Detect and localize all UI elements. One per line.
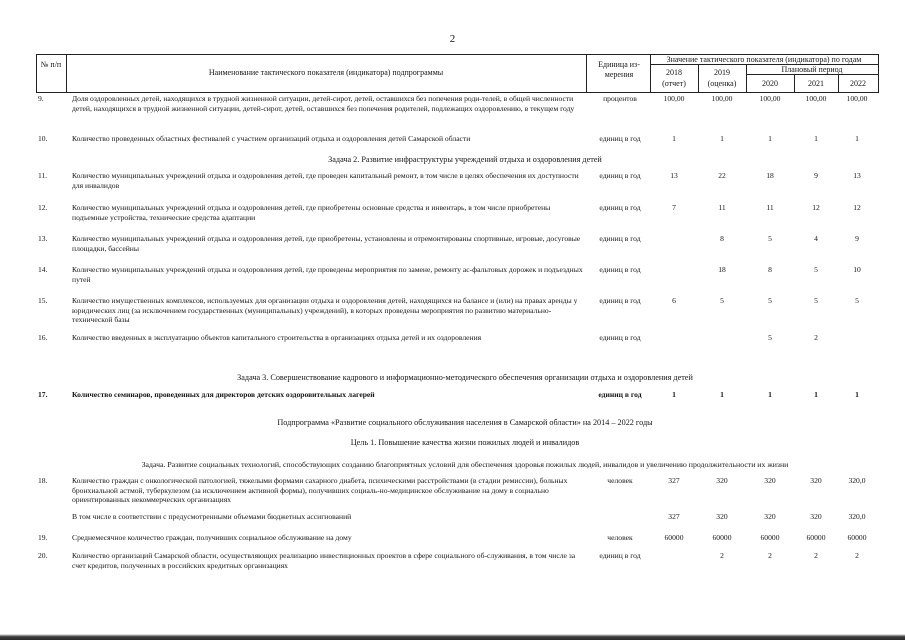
- header-year-2019: 2019: [714, 68, 730, 77]
- indicator-unit: человек: [607, 533, 633, 542]
- value-2020: 1: [768, 390, 772, 399]
- value-2020: 8: [768, 265, 772, 274]
- value-2018: 60000: [664, 533, 684, 542]
- value-2019: 5: [720, 296, 724, 305]
- value-2021: 12: [812, 203, 820, 212]
- header-unit: Единица из-мерения: [598, 60, 640, 79]
- value-2021: 1: [814, 134, 818, 143]
- value-2021: 2: [814, 551, 818, 560]
- value-2018: 327: [668, 512, 680, 521]
- indicator-name: Количество семинаров, проведенных для директоров детских оздоровительных лагерей: [72, 390, 375, 399]
- indicator-name: Количество введенных в эксплуатацию объектов капитального строительства в организациях отдыха детей и их оздоровления: [72, 333, 482, 342]
- indicator-unit: единиц в год: [599, 551, 641, 560]
- indicator-name: Количество организаций Самарской области, осуществляющих реализацию инвестиционных проектов в сфере социального об-служивания, в том числе за счет кредитов, полученных в российских кредитных организациях: [72, 551, 576, 570]
- row-number: 18.: [38, 476, 48, 485]
- row-number: 16.: [38, 333, 48, 342]
- section-task-3: Задача 3. Совершенствование кадрового и информационно-методического обеспечения организации отдыха и оздоровления детей: [237, 373, 693, 382]
- value-2020: 100,00: [759, 94, 781, 103]
- section-task-social: Задача. Развитие социальных технологий, способствующих созданию благоприятных условий для обеспечения здоровья пожилых людей, инвалидов и увеличению продолжительности их жизни: [141, 460, 789, 469]
- section-goal-1: Цель 1. Повышение качества жизни пожилых людей и инвалидов: [350, 438, 580, 447]
- value-2022: 320,0: [848, 476, 866, 485]
- value-2020: 60000: [760, 533, 780, 542]
- indicator-name: Количество имущественных комплексов, используемых для организации отдыха и оздоровления детей, находящихся на балансе и (или) на правах аренды у юридических лиц (за исключением государственных (муниципальных) учреждений), в которых проведены мероприятия по развитию материально-технической базы: [72, 296, 578, 324]
- value-2022: 12: [853, 203, 861, 212]
- indicator-name: Количество муниципальных учреждений отдыха и оздоровления детей, где проведены мероприятия по замене, ремонту ас-фальтовых дорожек и подъездных путей: [72, 265, 583, 284]
- header-year-2020: 2020: [762, 79, 778, 88]
- page-number: 2: [449, 33, 456, 45]
- row-number: 11.: [38, 171, 48, 180]
- value-2019: 100,00: [711, 94, 733, 103]
- row-number: 10.: [38, 134, 48, 143]
- value-2021: 5: [814, 265, 818, 274]
- value-2019: 11: [718, 203, 726, 212]
- row-number: 12.: [38, 203, 48, 212]
- indicator-unit: единиц в год: [599, 296, 641, 305]
- value-2021: 5: [814, 296, 818, 305]
- value-2020: 11: [766, 203, 774, 212]
- row-number: 17.: [38, 390, 48, 399]
- value-2022: 60000: [847, 533, 867, 542]
- value-2019: 18: [718, 265, 726, 274]
- value-2019: 2: [720, 551, 724, 560]
- header-divider-name: [586, 54, 587, 93]
- value-2020: 5: [768, 234, 772, 243]
- value-2019: 320: [716, 476, 728, 485]
- header-num: № п/п: [40, 60, 62, 69]
- value-2019: 8: [720, 234, 724, 243]
- value-2021: 4: [814, 234, 818, 243]
- row-number: 9.: [38, 94, 44, 103]
- header-note-2018: (отчет): [662, 79, 686, 88]
- value-2020: 5: [768, 333, 772, 342]
- value-2021: 9: [814, 171, 818, 180]
- header-year-2018: 2018: [666, 68, 682, 77]
- value-2022: 1: [855, 390, 859, 399]
- indicator-name: Доля оздоровленных детей, находящихся в трудной жизненной ситуации, детей-сирот, детей, оставшихся без попечения роди-телей, в общей численности детей, находящихся в трудной жизненной ситуации, детей-сирот, детей, оставшихся без попечения родителей, подлежащих оздоровлению, в текущем году: [72, 94, 575, 113]
- value-2022: 10: [853, 265, 861, 274]
- value-2020: 5: [768, 296, 772, 305]
- value-2020: 2: [768, 551, 772, 560]
- value-2019: 320: [716, 512, 728, 521]
- indicator-name: Количество муниципальных учреждений отдыха и оздоровления детей, где проведен капитальный ремонт, в том числе в целях обеспечения их доступности для инвалидов: [72, 171, 579, 190]
- section-task-2: Задача 2. Развитие инфраструктуры учреждений отдыха и оздоровления детей: [328, 155, 602, 164]
- header-plan-period: Плановый период: [781, 65, 843, 74]
- indicator-unit: процентов: [603, 94, 637, 103]
- header-note-2019: (оценка): [707, 79, 737, 88]
- value-2020: 18: [766, 171, 774, 180]
- indicator-unit: единиц в год: [599, 171, 641, 180]
- indicator-name: Количество проведенных областных фестивалей с участием организаций отдыха и оздоровления детей Самарской области: [72, 134, 471, 143]
- header-name: Наименование тактического показателя (индикатора) подпрограммы: [208, 68, 444, 77]
- value-2019: 60000: [712, 533, 732, 542]
- value-2022: 2: [855, 551, 859, 560]
- indicator-name: Количество муниципальных учреждений отдыха и оздоровления детей, где приобретены основные средства и инвентарь, в том числе приобретены подъемные устройства, технические средства адаптации: [72, 203, 551, 222]
- value-2021: 100,00: [805, 94, 827, 103]
- header-year-2022: 2022: [850, 79, 866, 88]
- row-number: 14.: [38, 265, 48, 274]
- header-border-right: [878, 54, 879, 93]
- value-2021: 1: [814, 390, 818, 399]
- value-2022: 1: [855, 134, 859, 143]
- value-2019: 22: [718, 171, 726, 180]
- scan-edge: [0, 634, 905, 640]
- value-2022: 9: [855, 234, 859, 243]
- indicator-unit: единиц в год: [599, 234, 641, 243]
- value-2021: 2: [814, 333, 818, 342]
- value-2021: 60000: [806, 533, 826, 542]
- indicator-unit: человек: [607, 476, 633, 485]
- indicator-name: Количество граждан с онкологической патологией, тяжелыми формами сахарного диабета, психическими расстройствами (в стадии ремиссии), больных бронхиальной астмой, туберкулезом (за исключением активной формы), получивших социаль-но-медицинское обслуживание на дому в социально ориентированных некоммерческих организациях: [72, 476, 568, 504]
- row-number: 19.: [38, 533, 48, 542]
- row-number: 13.: [38, 234, 48, 243]
- indicator-unit: единиц в год: [599, 203, 641, 212]
- value-2022: 100,00: [846, 94, 868, 103]
- value-2018: 100,00: [663, 94, 685, 103]
- value-2020: 320: [764, 512, 776, 521]
- row-number: 20.: [38, 551, 48, 560]
- value-2018: 13: [670, 171, 678, 180]
- header-values: Значение тактического показателя (индикатора) по годам: [666, 55, 862, 64]
- value-2021: 320: [810, 476, 822, 485]
- value-2019: 1: [720, 390, 724, 399]
- value-2018: 6: [672, 296, 676, 305]
- indicator-name: Количество муниципальных учреждений отдыха и оздоровления детей, где приобретены, установлены и отремонтированы спортивные, игровые, досуговые площадки, бассейны: [72, 234, 581, 253]
- value-2018: 1: [672, 390, 676, 399]
- indicator-unit: единиц в год: [599, 333, 641, 342]
- header-year-2021: 2021: [808, 79, 824, 88]
- indicator-name: В том числе в соответствии с предусмотренными объемами бюджетных ассигнований: [72, 512, 352, 521]
- value-2018: 1: [672, 134, 676, 143]
- header-divider-num: [66, 54, 67, 93]
- value-2022: 320,0: [848, 512, 866, 521]
- row-number: 15.: [38, 296, 48, 305]
- indicator-unit: единиц в год: [598, 390, 642, 399]
- indicator-unit: единиц в год: [599, 134, 641, 143]
- header-bottom-rule: [36, 92, 878, 93]
- value-2022: 13: [853, 171, 861, 180]
- value-2020: 320: [764, 476, 776, 485]
- value-2021: 320: [810, 512, 822, 521]
- value-2022: 5: [855, 296, 859, 305]
- value-2018: 327: [668, 476, 680, 485]
- value-2020: 1: [768, 134, 772, 143]
- value-2019: 1: [720, 134, 724, 143]
- indicator-unit: единиц в год: [599, 265, 641, 274]
- indicator-name: Среднемесячное количество граждан, получивших социальное обслуживание на дому: [72, 533, 352, 542]
- section-subprogram: Подпрограмма «Развитие социального обслуживания населения в Самарской области» на 2014 – 2022 годы: [277, 418, 653, 427]
- value-2018: 7: [672, 203, 676, 212]
